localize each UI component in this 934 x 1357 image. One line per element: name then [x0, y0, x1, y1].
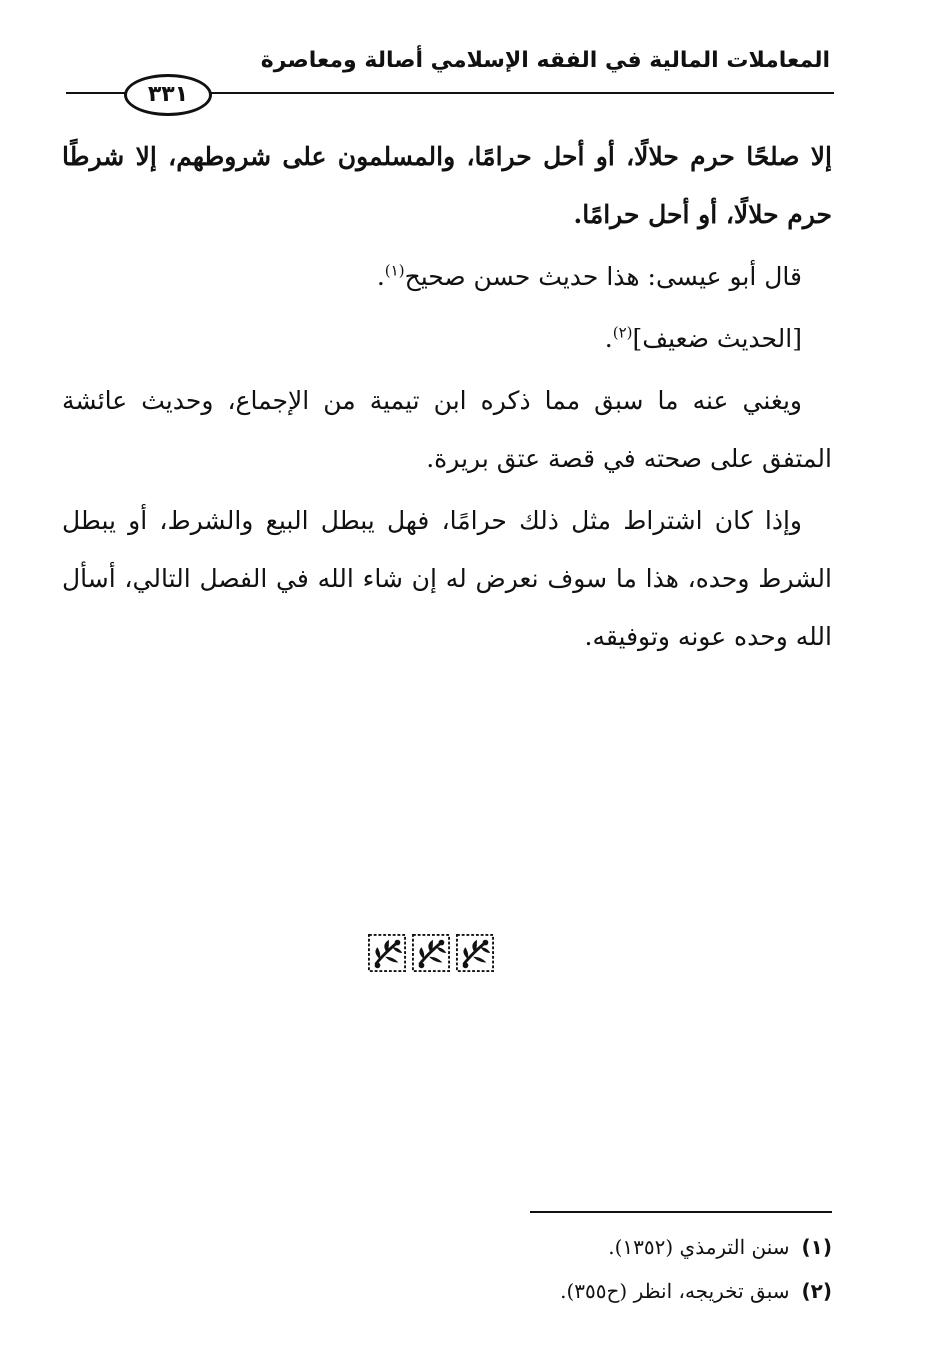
hadith-paragraph: إلا صلحًا حرم حلالًا، أو أحل حرامًا، والمسلمون على شروطهم، إلا شرطًا حرم حلالًا، أو أحل حرامًا. — [62, 142, 832, 229]
footnote-separator — [530, 1211, 832, 1213]
footnote-text: سبق تخريجه، انظر (ح٣٥٥). — [560, 1279, 790, 1303]
grading-period: . — [376, 262, 385, 291]
footnotes — [412, 1225, 832, 1313]
weak-note-text: [الحديث ضعيف] — [632, 324, 802, 353]
weak-note-period: . — [604, 324, 613, 353]
grading-paragraph — [62, 248, 832, 306]
body-paragraph-2: وإذا كان اشتراط مثل ذلك حرامًا، فهل يبطل البيع والشرط، أو يبطل الشرط وحده، هذا ما سوف نعرض له إن شاء الله في الفصل التالي، أسأل الله وحده عونه وتوفيقه. — [62, 506, 832, 651]
footnote-number: (١) — [801, 1235, 832, 1259]
floral-ornament-icon — [412, 934, 450, 972]
footnote-ref-1: (١) — [384, 261, 405, 280]
body-text — [62, 128, 832, 670]
footnote-number: (٢) — [801, 1279, 832, 1303]
page-number-badge: ٣٣١ — [124, 74, 212, 116]
weak-note-paragraph — [62, 310, 832, 368]
footnote-ref-2: (٢) — [612, 323, 633, 342]
running-header-title: المعاملات المالية في الفقه الإسلامي أصالة ومعاصرة — [260, 48, 830, 73]
footnote-2 — [412, 1269, 832, 1313]
section-ornament — [368, 934, 494, 974]
body-paragraph-1: ويغني عنه ما سبق مما ذكره ابن تيمية من الإجماع، وحديث عائشة المتفق على صحته في قصة عتق بريرة. — [62, 386, 832, 473]
footnote-1 — [412, 1225, 832, 1269]
floral-ornament-icon — [368, 934, 406, 972]
footnote-text: سنن الترمذي (١٣٥٢). — [608, 1235, 790, 1259]
grading-text: قال أبو عيسى: هذا حديث حسن صحيح — [404, 262, 802, 291]
floral-ornament-icon — [456, 934, 494, 972]
